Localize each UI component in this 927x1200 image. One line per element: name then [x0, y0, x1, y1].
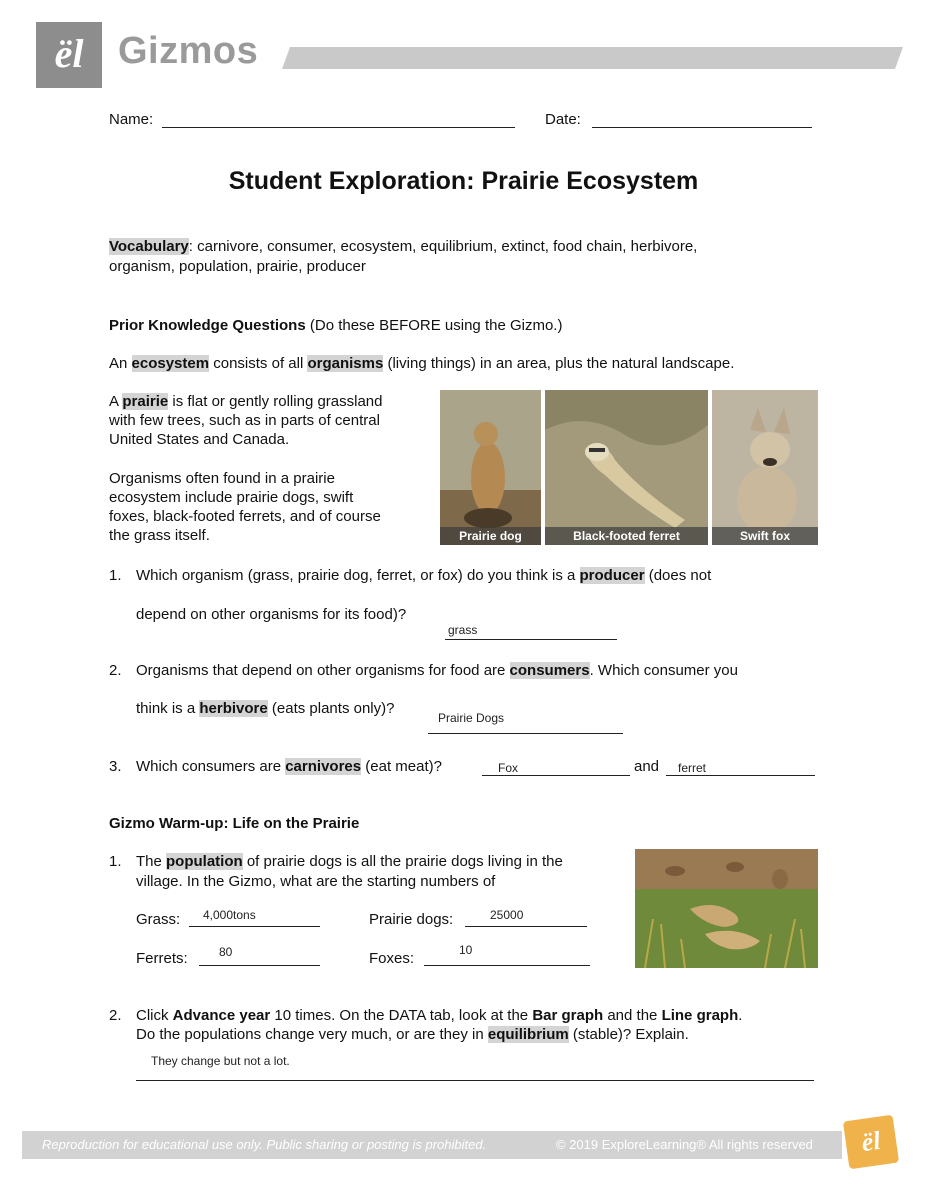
footer-copyright: © 2019 ExploreLearning® All rights reserved — [556, 1137, 813, 1152]
photo-caption: Black-footed ferret — [545, 527, 708, 545]
prior-q3-answer-field-2[interactable] — [666, 758, 815, 776]
foxes-answer: 10 — [459, 943, 473, 957]
warmup-q2-line-2: Do the populations change very much, or are they in equilibrium (stable)? Explain. — [136, 1026, 689, 1043]
and-label: and — [634, 758, 660, 775]
photo-caption: Prairie dog — [440, 527, 541, 545]
vocabulary-line-1: Vocabulary: carnivore, consumer, ecosystem, equilibrium, extinct, food chain, herbivore, — [109, 238, 698, 255]
prairie-line-1: A prairie is flat or gently rolling grassland — [109, 393, 383, 410]
organisms-line-3: foxes, black-footed ferrets, and of course — [109, 508, 381, 525]
prior-q1-line-2: depend on other organisms for its food)? — [136, 606, 407, 623]
warmup-q1-line-2: village. In the Gizmo, what are the starting numbers of — [136, 873, 496, 890]
footer-logo-glyph: ël — [859, 1125, 883, 1158]
logo-glyph: ël — [54, 31, 84, 76]
date-label: Date: — [545, 111, 581, 128]
black-footed-ferret-photo — [545, 390, 708, 545]
prairie-dog-photo — [440, 390, 541, 545]
prior-q3-answer-1: Fox — [498, 761, 519, 775]
photo-caption: Swift fox — [712, 527, 818, 545]
vocabulary-line-2: organism, population, prairie, producer — [109, 258, 366, 275]
warmup-q1-number: 1. — [109, 853, 122, 870]
footer-notice: Reproduction for educational use only. Public sharing or posting is prohibited. — [42, 1137, 487, 1152]
term-population: population — [166, 853, 243, 870]
prior-knowledge-heading: Prior Knowledge Questions (Do these BEFORE using the Gizmo.) — [109, 317, 563, 334]
header-bar — [282, 47, 903, 69]
q3-number: 3. — [109, 758, 122, 775]
grass-label: Grass: — [136, 911, 181, 928]
prior-q3-answer-field-1[interactable] — [482, 758, 630, 776]
organisms-line-4: the grass itself. — [109, 527, 210, 544]
prairie-dogs-label: Prairie dogs: — [369, 911, 454, 928]
prior-q2-answer: Prairie Dogs — [438, 711, 505, 725]
term-consumers: consumers — [509, 662, 590, 679]
q2-number: 2. — [109, 662, 122, 679]
warmup-q2-line-1: Click Advance year 10 times. On the DATA tab, look at the Bar graph and the Line graph. — [136, 1007, 743, 1024]
prior-q2-line-2: think is a herbivore (eats plants only)? — [136, 700, 395, 717]
prior-q1-answer-field[interactable] — [445, 621, 617, 640]
term-carnivores: carnivores — [285, 758, 362, 775]
term-herbivore: herbivore — [199, 700, 268, 717]
prior-q2-line-1: Organisms that depend on other organisms for food are consumers. Which consumer you — [136, 662, 738, 679]
prairie-line-3: United States and Canada. — [109, 431, 290, 448]
q1-number: 1. — [109, 567, 122, 584]
line-graph-term: Line graph — [661, 1007, 739, 1024]
gizmo-prairie-scene — [635, 849, 818, 968]
term-organisms: organisms — [307, 355, 384, 372]
advance-year-term: Advance year — [172, 1007, 271, 1024]
ferrets-answer-field[interactable] — [199, 945, 320, 966]
prior-q3-answer-2: ferret — [678, 761, 707, 775]
warmup-q2-number: 2. — [109, 1007, 122, 1024]
ferrets-label: Ferrets: — [136, 950, 188, 967]
prairie-dogs-answer: 25000 — [490, 908, 524, 922]
prior-q1-answer: grass — [448, 623, 478, 637]
term-equilibrium: equilibrium — [487, 1026, 569, 1043]
foxes-answer-field[interactable] — [424, 945, 590, 966]
prior-q1-line-1: Which organism (grass, prairie dog, ferret, or fox) do you think is a producer (does not — [136, 567, 712, 584]
term-prairie: prairie — [122, 393, 169, 410]
ecosystem-sentence: An ecosystem consists of all organisms (living things) in an area, plus the natural landscape. — [109, 355, 735, 372]
prairie-line-2: with few trees, such as in parts of central — [109, 412, 380, 429]
grass-answer: 4,000tons — [203, 908, 256, 922]
name-label: Name: — [109, 111, 154, 128]
term-ecosystem: ecosystem — [131, 355, 210, 372]
prairie-dogs-answer-field[interactable] — [465, 907, 587, 927]
swift-fox-photo — [712, 390, 818, 545]
bar-graph-term: Bar graph — [532, 1007, 604, 1024]
gizmos-logo — [36, 22, 102, 88]
ferrets-answer: 80 — [219, 945, 233, 959]
date-field[interactable] — [592, 127, 812, 128]
warmup-q2-answer-field[interactable] — [136, 1054, 814, 1081]
prior-q2-answer-field[interactable] — [428, 711, 623, 734]
grass-answer-field[interactable] — [189, 907, 320, 927]
page-title: Student Exploration: Prairie Ecosystem — [228, 167, 699, 195]
brand-name: Gizmos — [118, 30, 259, 72]
organisms-line-1: Organisms often found in a prairie — [109, 470, 335, 487]
warmup-q2-answer: They change but not a lot. — [151, 1054, 290, 1068]
name-field[interactable] — [162, 127, 515, 128]
footer-logo — [843, 1115, 899, 1169]
vocabulary-label: Vocabulary — [109, 238, 189, 255]
organisms-line-2: ecosystem include prairie dogs, swift — [109, 489, 354, 506]
prior-q3-line: Which consumers are carnivores (eat meat)? — [136, 758, 442, 775]
term-producer: producer — [579, 567, 645, 584]
warmup-q1-line-1: The population of prairie dogs is all the prairie dogs living in the — [136, 853, 563, 870]
foxes-label: Foxes: — [369, 950, 415, 967]
warmup-heading: Gizmo Warm-up: Life on the Prairie — [109, 815, 360, 832]
